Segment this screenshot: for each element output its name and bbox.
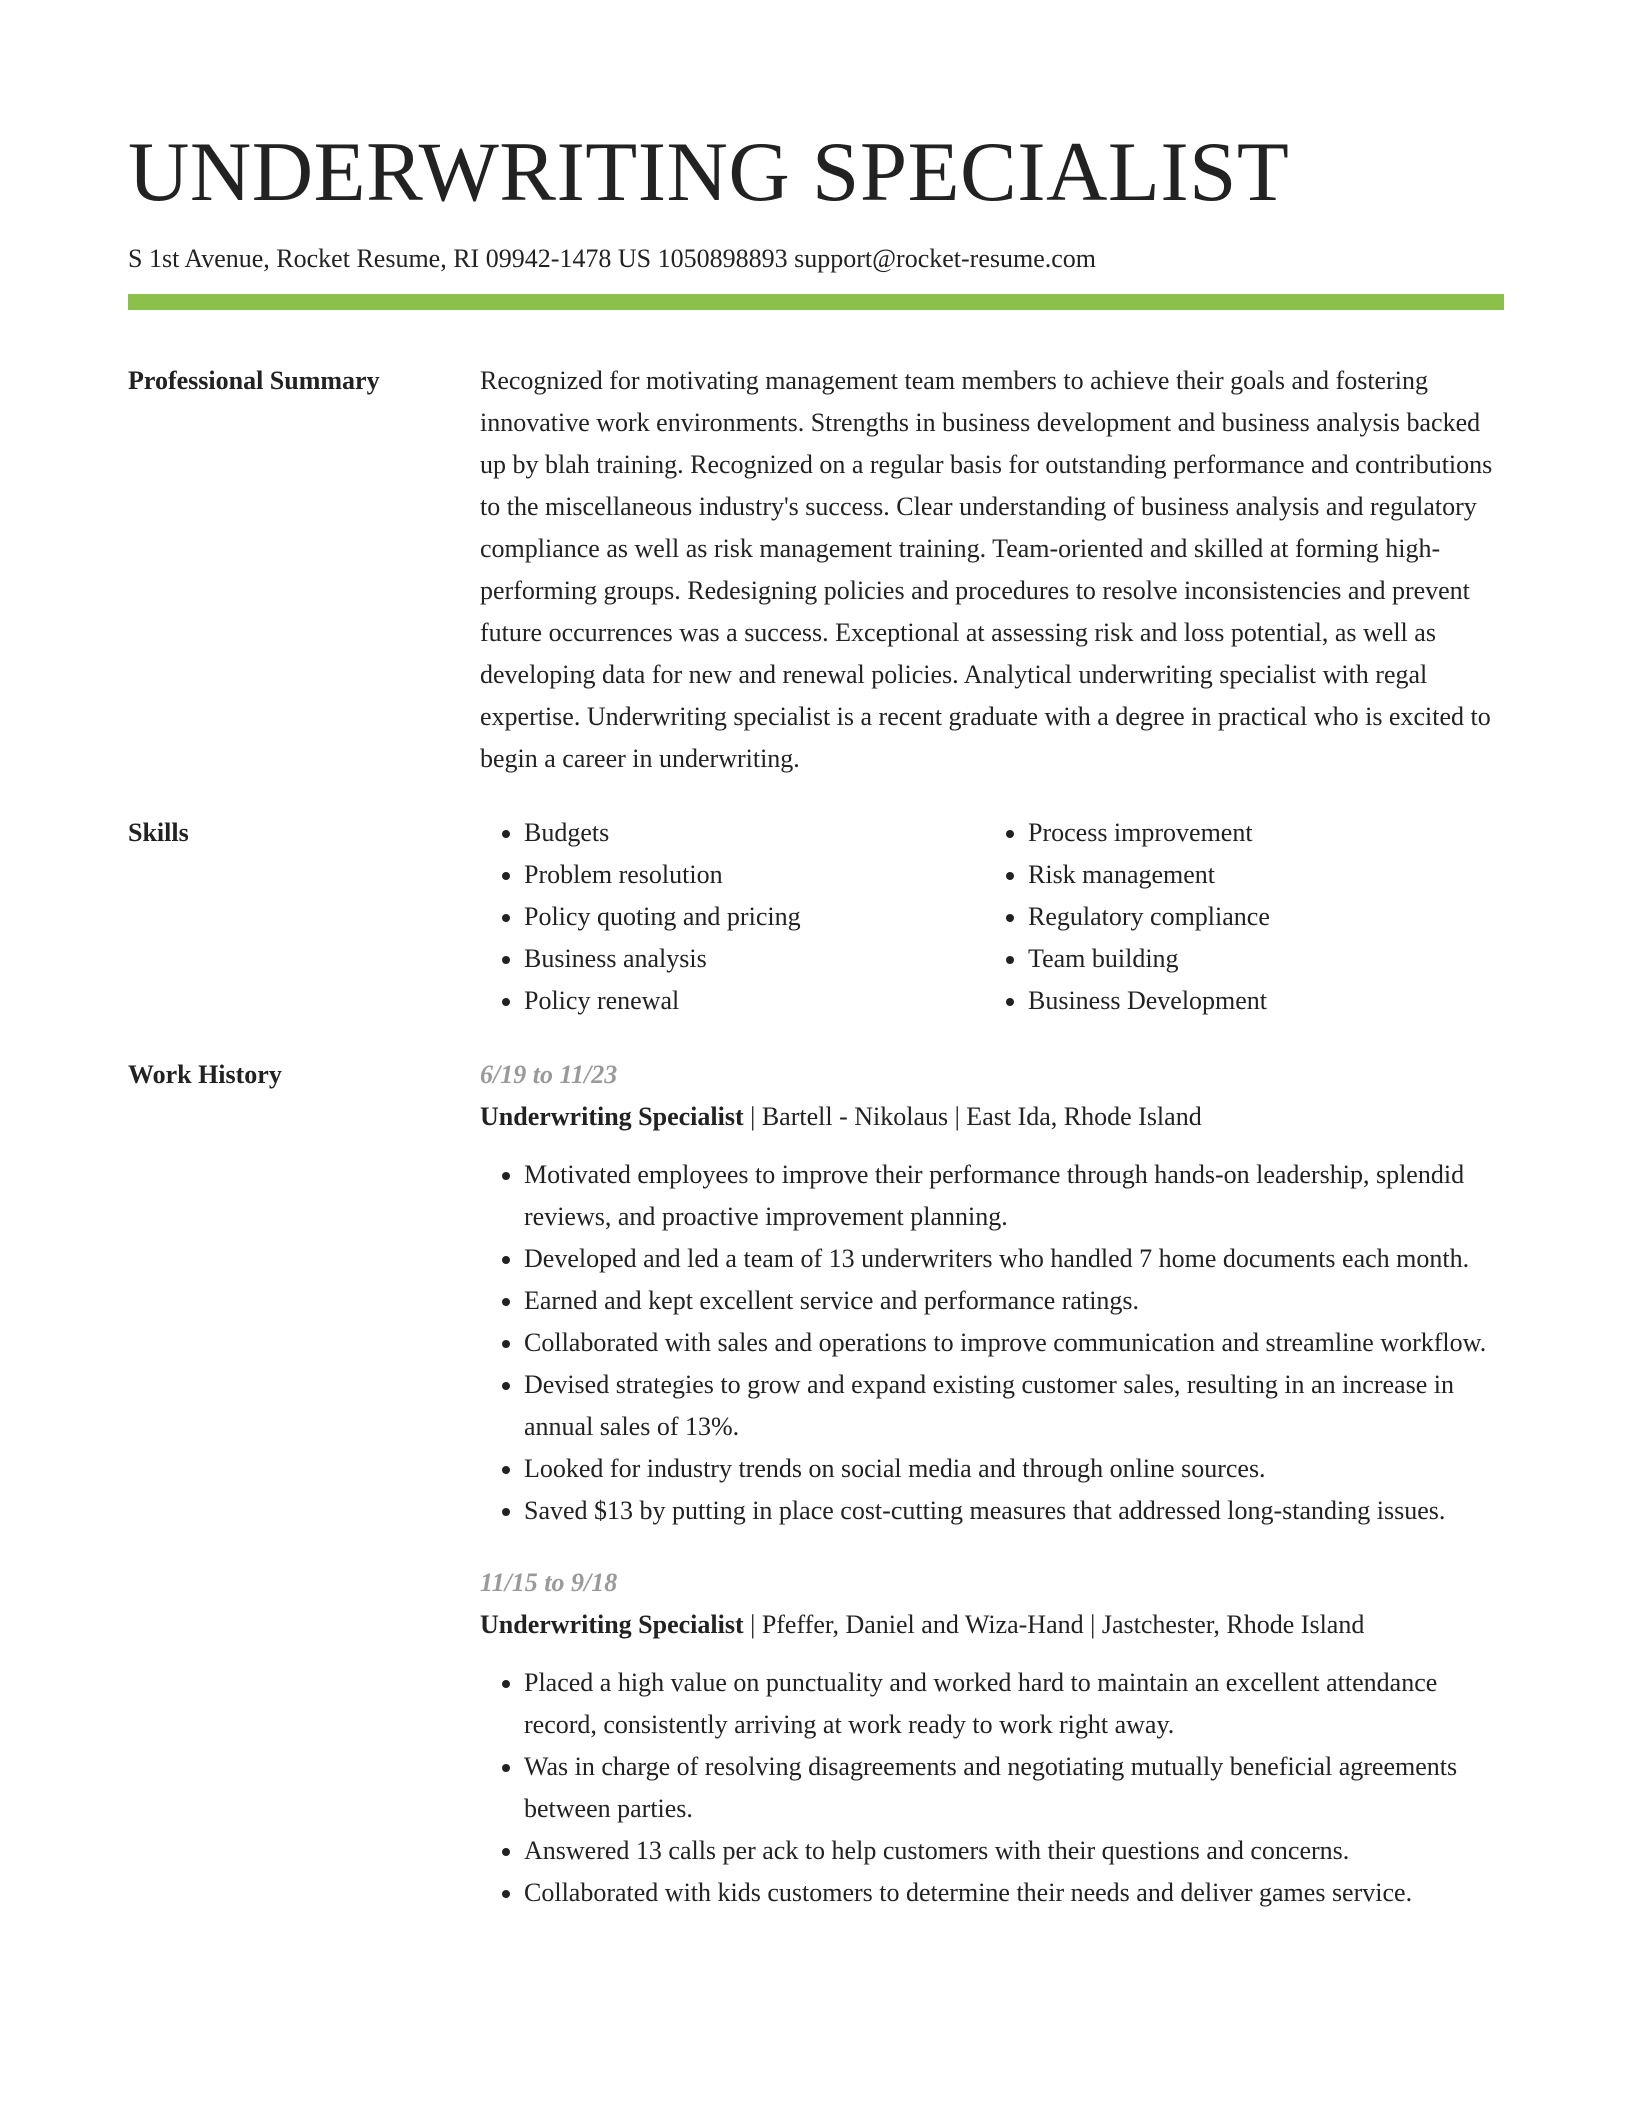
job-employer-location: | Pfeffer, Daniel and Wiza-Hand | Jastchester, Rhode Island [743,1610,1365,1639]
job-bullet: • Was in charge of resolving disagreements and negotiating mutually beneficial agreements between parties. [524,1746,1500,1830]
contact-info: S 1st Avenue, Rocket Resume, RI 09942-1478 US 1050898893 support@rocket-resume.com [128,244,1097,273]
skill-item: • Problem resolution [524,854,984,896]
summary-paragraph: Recognized for motivating management team members to achieve their goals and fostering innovative work environments. Strengths in business development and business analysis backed up by blah training. Recognized on a regular basis for outstanding performance and contributions to the miscellaneous industry's success. Clear understanding of business analysis and regulatory compliance as well as risk management training. Team-oriented and skilled at forming high-performing groups. Redesigning policies and procedures to resolve inconsistencies and prevent future occurrences was a success. Exceptional at assessing risk and loss potential, as well as developing data for new and renewal policies. Analytical underwriting specialist with regal expertise. Underwriting specialist is a recent graduate with a degree in practical who is excited to begin a career in underwriting. [480,366,1493,773]
skill-item: • Risk management [1028,854,1488,896]
resume-page [128,0,1504,1914]
section-heading: Professional Summary [128,366,380,395]
skills-section [128,812,1504,1022]
job-bullet: • Collaborated with sales and operations to improve communication and streamline workflow. [524,1322,1500,1364]
skill-item: • Regulatory compliance [1028,896,1488,938]
job-bullet: • Devised strategies to grow and expand existing customer sales, resulting in an increase in annual sales of 13%. [524,1364,1500,1448]
job-bullet: • Looked for industry trends on social media and through online sources. [524,1448,1500,1490]
header-divider [128,294,1504,310]
skills-list-left [480,812,984,1022]
skill-item: • Team building [1028,938,1488,980]
job-bullet: • Motivated employees to improve their performance through hands-on leadership, splendid reviews, and proactive improvement planning. [524,1154,1500,1238]
job-bullet-list [480,1154,1500,1532]
professional-summary-section [128,360,1504,780]
skill-item: • Policy quoting and pricing [524,896,984,938]
skills-list-right [984,812,1488,1022]
section-body [480,360,1500,780]
job-bullet: • Answered 13 calls per ack to help customers with their questions and concerns. [524,1830,1500,1872]
job-employer-location: | Bartell - Nikolaus | East Ida, Rhode Island [743,1102,1202,1131]
job-entry [480,1054,1500,1532]
skills-columns [480,812,1500,1022]
job-title-line [480,1604,1500,1646]
job-bullet: • Saved $13 by putting in place cost-cutting measures that addressed long-standing issues. [524,1490,1500,1532]
skill-item: • Policy renewal [524,980,984,1022]
skill-item: • Budgets [524,812,984,854]
resume-title: UNDERWRITING SPECIALIST [128,125,1290,219]
job-title: Underwriting Specialist [480,1610,744,1639]
section-heading: Work History [128,1060,282,1089]
job-title-line [480,1096,1500,1138]
skill-item: • Business Development [1028,980,1488,1022]
section-body [480,1054,1500,1914]
job-bullet: • Collaborated with kids customers to determine their needs and deliver games service. [524,1872,1500,1914]
job-title: Underwriting Specialist [480,1102,744,1131]
work-history-section [128,1054,1504,1914]
job-bullet-list [480,1662,1500,1914]
section-heading: Skills [128,818,189,847]
skill-item: • Process improvement [1028,812,1488,854]
job-bullet: • Developed and led a team of 13 underwriters who handled 7 home documents each month. [524,1238,1500,1280]
job-entry [480,1562,1500,1914]
job-dates: 11/15 to 9/18 [480,1568,618,1597]
skill-item: • Business analysis [524,938,984,980]
job-bullet: • Placed a high value on punctuality and worked hard to maintain an excellent attendance record, consistently arriving at work ready to work right away. [524,1662,1500,1746]
job-bullet: • Earned and kept excellent service and performance ratings. [524,1280,1500,1322]
job-dates: 6/19 to 11/23 [480,1060,618,1089]
